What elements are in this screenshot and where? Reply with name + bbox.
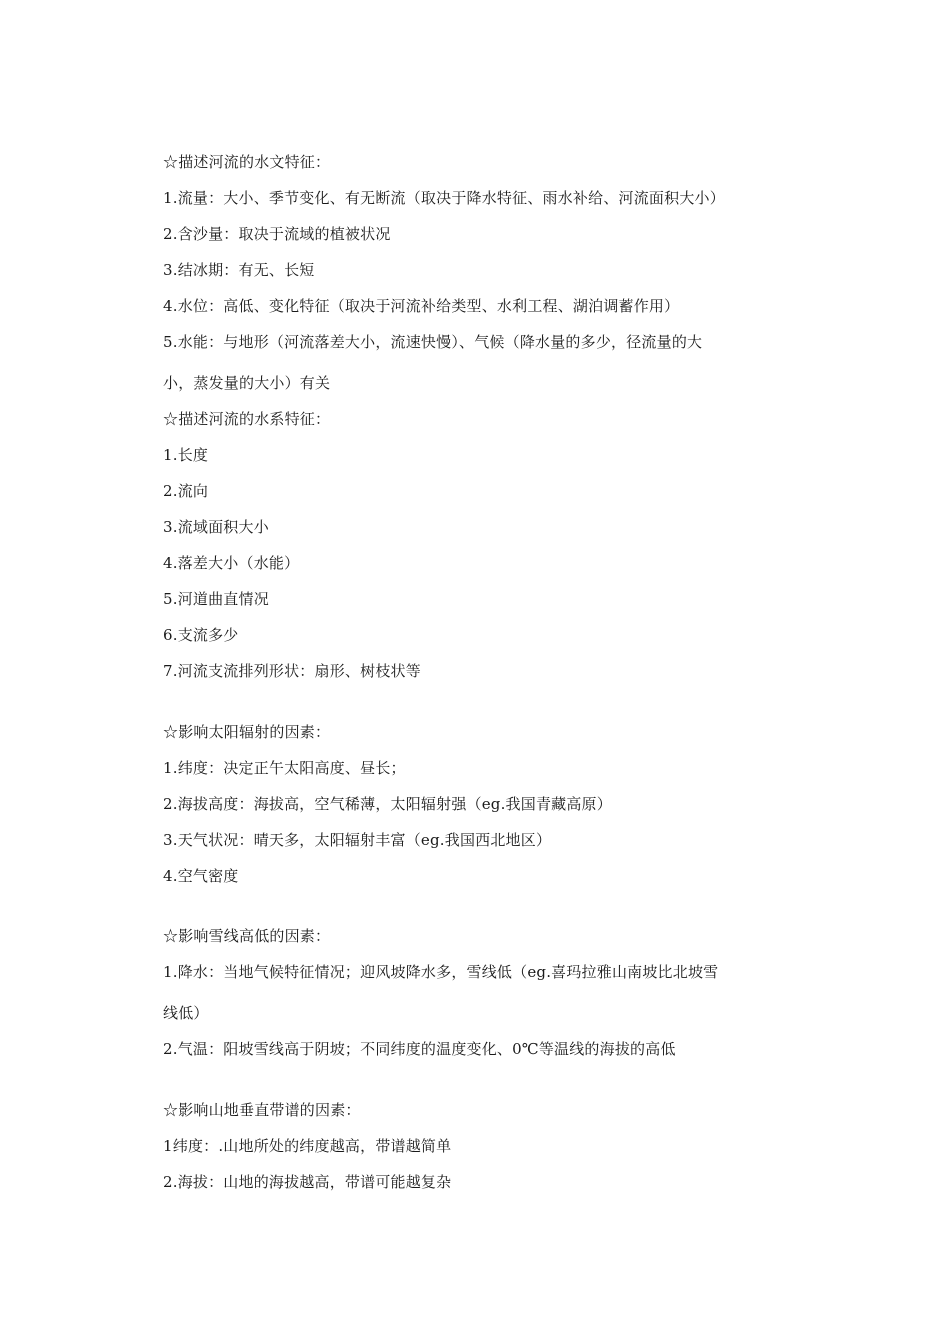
list-item: 2.流向 (163, 482, 209, 500)
list-item: 1.流量：大小、季节变化、有无断流（取决于降水特征、雨水补给、河流面积大小） (163, 189, 725, 207)
list-item: 5.河道曲直情况 (163, 590, 269, 608)
list-item: 6.支流多少 (163, 626, 239, 644)
list-item: 1.降水：当地气候特征情况；迎风坡降水多，雪线低（eg.喜玛拉雅山南坡比北坡雪 (163, 963, 719, 981)
list-item: 7.河流支流排列形状：扇形、树枝状等 (163, 662, 421, 680)
list-item: 3.流域面积大小 (163, 518, 269, 536)
list-item-continuation: 线低） (163, 1004, 209, 1022)
list-item: 2.含沙量：取决于流域的植被状况 (163, 225, 391, 243)
heading-vertical-zonation: ☆影响山地垂直带谱的因素： (163, 1101, 361, 1119)
list-item-continuation: 小，蒸发量的大小）有关 (163, 374, 331, 392)
list-item: 3.结冰期：有无、长短 (163, 261, 315, 279)
heading-hydrology: ☆描述河流的水文特征： (163, 153, 331, 171)
list-item: 1.长度 (163, 446, 209, 464)
list-item: 5.水能：与地形（河流落差大小，流速快慢）、气候（降水量的多少，径流量的大 (163, 333, 703, 351)
list-item: 4.落差大小（水能） (163, 554, 300, 572)
list-item: 2.气温：阳坡雪线高于阴坡；不同纬度的温度变化、0℃等温线的海拔的高低 (163, 1040, 676, 1058)
list-item: 2.海拔高度：海拔高，空气稀薄，太阳辐射强（eg.我国青藏高原） (163, 795, 612, 813)
heading-snow-line: ☆影响雪线高低的因素： (163, 927, 331, 945)
list-item: 1.纬度：决定正午太阳高度、昼长； (163, 759, 406, 777)
list-item: 3.天气状况：晴天多，太阳辐射丰富（eg.我国西北地区） (163, 831, 552, 849)
heading-solar-radiation: ☆影响太阳辐射的因素： (163, 723, 331, 741)
list-item: 4.水位：高低、变化特征（取决于河流补给类型、水利工程、湖泊调蓄作用） (163, 297, 680, 315)
list-item: 1纬度：.山地所处的纬度越高，带谱越简单 (163, 1137, 452, 1155)
list-item: 2.海拔：山地的海拔越高，带谱可能越复杂 (163, 1173, 452, 1191)
list-item: 4.空气密度 (163, 867, 239, 885)
heading-river-system: ☆描述河流的水系特征： (163, 410, 331, 428)
